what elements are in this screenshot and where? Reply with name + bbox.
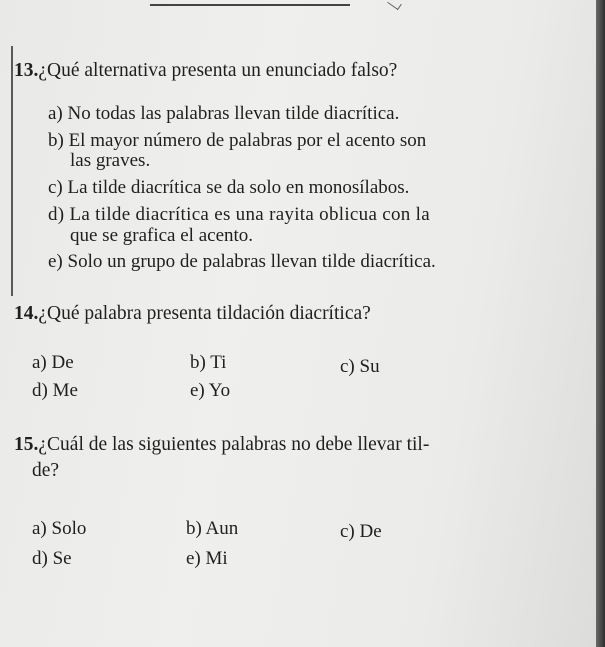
question-13-text: ¿Qué alternativa presenta un enunciado falso? [38, 60, 398, 81]
question-14-text: ¿Qué palabra presenta tildación diacrítica? [38, 303, 371, 324]
q15-option-d: d) Se [32, 548, 72, 569]
q14-option-b: b) Ti [190, 352, 227, 373]
q15-option-b: b) Aun [186, 518, 239, 539]
q13-option-a: a) No todas las palabras llevan tilde diacrítica. [48, 103, 400, 124]
q14-option-a: a) De [32, 352, 74, 373]
q15-option-c: c) De [340, 521, 382, 542]
q13-option-d: d) La tilde diacrítica es una rayita oblicua con la [48, 204, 430, 225]
q15-option-e: e) Mi [186, 548, 228, 569]
question-13-number: 13. [14, 60, 39, 81]
q13-option-b-cont: las graves. [70, 150, 151, 171]
q13-option-e: e) Solo un grupo de palabras llevan tilde diacrítica. [48, 251, 436, 272]
question-15 [14, 434, 429, 456]
q13-option-b: b) El mayor número de palabras por el acento son [48, 130, 427, 151]
q13-option-d-cont: que se grafica el acento. [70, 225, 254, 246]
q13-option-c: c) La tilde diacrítica se da solo en monosílabos. [48, 177, 410, 198]
q15-option-a: a) Solo [32, 518, 87, 539]
checkmark-icon [387, 0, 402, 10]
question-14-number: 14. [14, 303, 39, 324]
question-13 [14, 60, 397, 82]
margin-rule [11, 46, 13, 296]
table-edge [596, 0, 605, 647]
question-15-text-line1: ¿Cuál de las siguientes palabras no debe llevar til- [38, 434, 430, 455]
q14-option-c: c) Su [340, 356, 380, 377]
question-15-text-line2: de? [32, 460, 60, 481]
q14-option-e: e) Yo [190, 380, 231, 401]
q14-option-d: d) Me [32, 380, 78, 401]
question-15-number: 15. [14, 434, 39, 455]
top-rule [150, 4, 350, 6]
question-14 [14, 303, 371, 325]
